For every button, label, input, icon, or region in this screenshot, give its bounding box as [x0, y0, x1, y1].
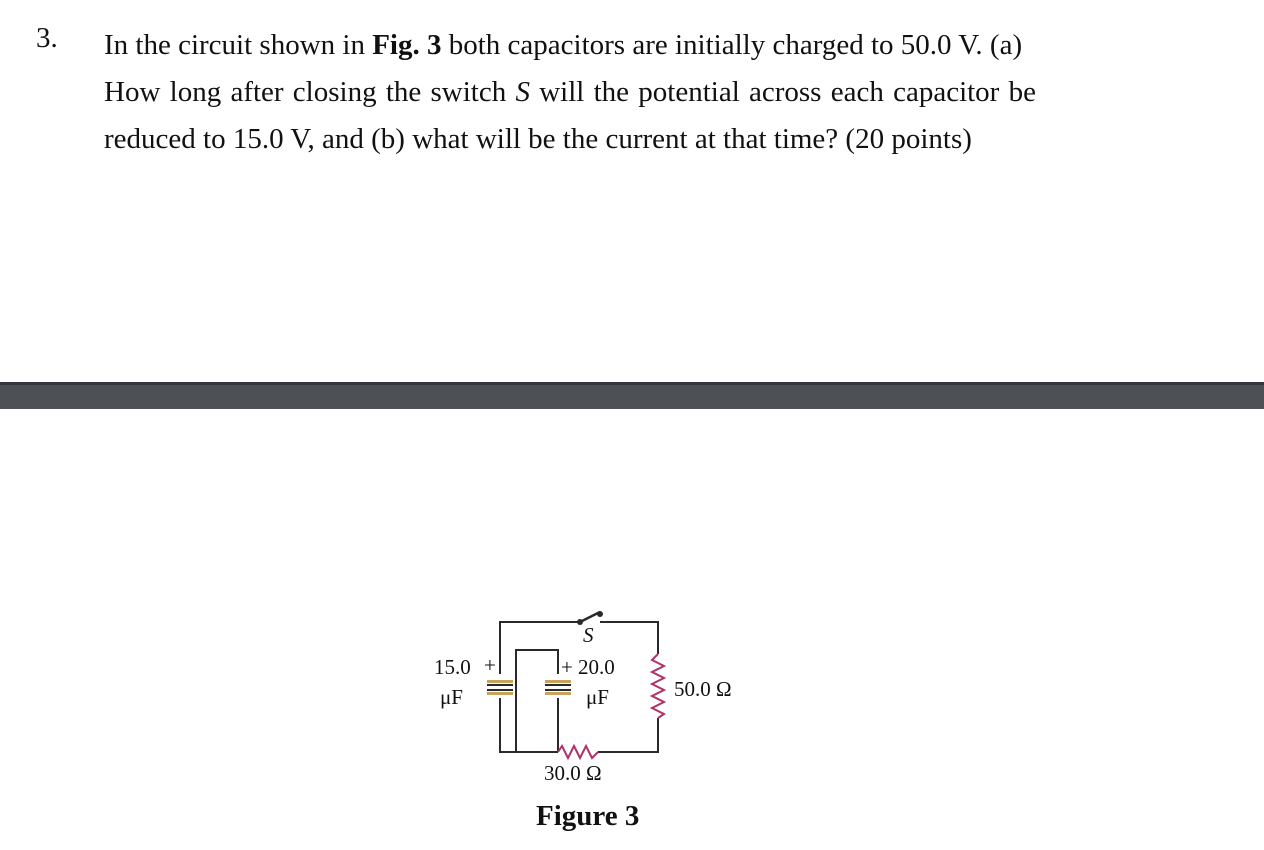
resistor-50-label: 50.0 Ω [674, 677, 732, 701]
question-line-2-text: How long after closing the switch [104, 76, 516, 108]
cap2-plate-bottom [545, 689, 571, 691]
cap1-plate-bottom-gold [487, 692, 513, 695]
cap2-unit: μF [586, 685, 609, 709]
switch-variable: S [515, 76, 530, 108]
question-text [104, 22, 1174, 163]
wire-bottom-right [598, 718, 658, 752]
wire-top-right [600, 622, 658, 654]
cap2-value: 20.0 [578, 655, 615, 679]
cap2-plate-top [545, 684, 571, 686]
switch-blade [580, 612, 600, 622]
cap2-plus: + [561, 655, 573, 679]
cap1-plus: + [484, 653, 496, 677]
cap2-plate-bottom-gold [545, 692, 571, 695]
section-divider-band [0, 382, 1264, 409]
question-line-2 [104, 69, 1174, 116]
question-line-1-rest: both capacitors are initially charged to 50.0 V. (a) [441, 29, 1023, 61]
question-line-3: reduced to 15.0 V, and (b) what will be the current at that time? (20 points) [104, 123, 972, 155]
resistor-50-ohm [652, 654, 664, 718]
figure-reference: Fig. 3 [372, 29, 442, 61]
question-line-1-text: In the circuit shown in [104, 29, 373, 61]
capacitor-20uF [545, 680, 571, 695]
resistor-30-ohm [558, 746, 598, 758]
wire-left-loop [500, 622, 580, 752]
figure-caption: Figure 3 [536, 800, 640, 832]
wire-inner-branch [516, 650, 558, 752]
circuit-wires [500, 622, 658, 752]
question-number: 3. [36, 22, 58, 54]
question-line-2-rest: will the potential across each capacitor be [529, 76, 1036, 108]
cap1-plate-bottom [487, 689, 513, 691]
resistor-30-label: 30.0 Ω [544, 761, 602, 785]
circuit-diagram [420, 600, 760, 785]
cap1-plate-top [487, 684, 513, 686]
cap1-plate-top-gold [487, 680, 513, 683]
cap1-unit: μF [440, 685, 463, 709]
cap1-value: 15.0 [434, 655, 471, 679]
switch-label: S [583, 623, 594, 647]
question-line-1 [104, 22, 1174, 69]
cap2-plate-top-gold [545, 680, 571, 683]
